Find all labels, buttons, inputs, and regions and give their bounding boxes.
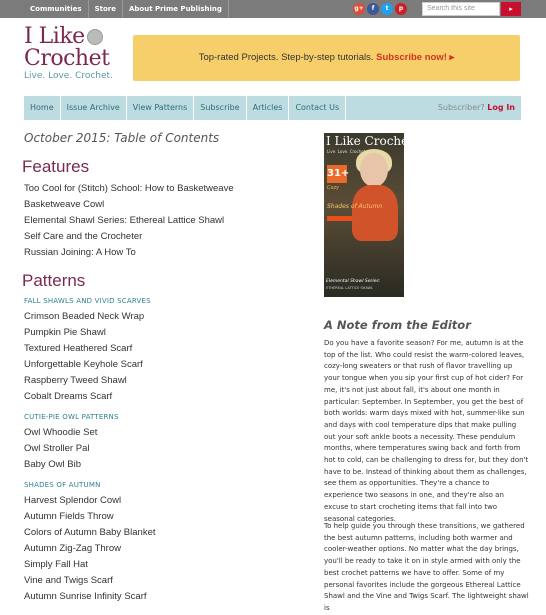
social-links: [353, 3, 407, 15]
cover-title: I Like Crochet: [326, 134, 414, 148]
pattern-group-heading: SHADES OF AUTUMN: [24, 481, 101, 489]
nav-home[interactable]: Home: [24, 96, 61, 120]
search-button[interactable]: ▸: [501, 2, 521, 16]
logo-line2: Crochet: [24, 46, 110, 71]
google-plus-icon[interactable]: g+: [353, 3, 365, 15]
pinterest-icon[interactable]: p: [395, 3, 407, 15]
pattern-group-heading: FALL SHAWLS AND VIVID SCARVES: [24, 297, 151, 305]
cover-footer: Elemental Shawl Series:: [326, 279, 381, 284]
pattern-link[interactable]: Crimson Beaded Neck Wrap: [24, 311, 145, 322]
top-nav: [24, 0, 229, 18]
banner-text: Top-rated Projects. Step-by-step tutorials.: [198, 52, 374, 63]
nav-view-patterns[interactable]: View Patterns: [127, 96, 194, 120]
cover-cozy-text: Cozy: [327, 185, 340, 191]
pattern-link[interactable]: Harvest Splendor Cowl: [24, 495, 122, 506]
nav-issue-archive[interactable]: Issue Archive: [61, 96, 127, 120]
subscriber-login: [438, 96, 515, 120]
logo-tagline: Live. Love. Crochet.: [24, 71, 113, 81]
cover-shades-text: Shades of Autumn: [327, 203, 383, 210]
feature-link[interactable]: Too Cool for (Stitch) School: How to Basketweave: [24, 183, 234, 194]
subscriber-label: Subscriber?: [437, 103, 485, 112]
pattern-link[interactable]: Colors of Autumn Baby Blanket: [24, 527, 156, 538]
top-link-communities[interactable]: Communities: [24, 0, 89, 18]
cover-footer-sub: ETHEREAL LATTICE SHAWL: [326, 286, 373, 290]
pattern-link[interactable]: Textured Heathered Scarf: [24, 343, 133, 354]
search-input[interactable]: Search this site: [422, 2, 500, 16]
site-logo[interactable]: [24, 26, 124, 81]
cover-count-badge: 31+: [327, 165, 347, 183]
pattern-link[interactable]: Owl Whoodie Set: [24, 427, 98, 438]
pattern-link[interactable]: Unforgettable Keyhole Scarf: [24, 359, 143, 370]
twitter-icon[interactable]: t: [381, 3, 393, 15]
pattern-group-heading: CUTIE-PIE OWL PATTERNS: [24, 413, 119, 421]
arrow-right-icon: ▸: [449, 52, 455, 63]
facebook-icon[interactable]: f: [367, 3, 379, 15]
pattern-link[interactable]: Simply Fall Hat: [24, 559, 88, 570]
editor-note-heading: A Note from the Editor: [324, 318, 471, 332]
pattern-link[interactable]: Raspberry Tweed Shawl: [24, 375, 127, 386]
pattern-link[interactable]: Baby Owl Bib: [24, 459, 82, 470]
editor-note-paragraph: Do you have a favorite season? For me, autumn is at the top of the list. Who could resist the warm-colored leaves, cozy-long sweaters or that rush of flavor travelling up your tongue when you sip your first cup of hot cider? For me, it's not just about fall, it's about one month in particular: September. In September, you get the best of both worlds: warm days mixed with hot, summer-like sun and days with cool temperature dips that make pulling out your soft ankle boots a necessity. These pendulum months, where temperatures swing back and forth from hot to cold, can be challenging to dress for, but they don't have to be. Instead of thinking about them as challenges, see them as opportunities. They're a chance to experience two seasons in one, and they're also an excuse to start crocheting items that fall into two seasonal categories.: [324, 339, 529, 523]
pattern-link[interactable]: Autumn Sunrise Infinity Scarf: [24, 591, 147, 602]
cover-ribbon: [327, 216, 353, 221]
main-nav: [24, 96, 521, 120]
login-link[interactable]: Log In: [487, 103, 515, 112]
logo-line1: I Like: [24, 24, 85, 49]
nav-contact-us[interactable]: Contact Us: [289, 96, 346, 120]
magazine-cover[interactable]: [324, 133, 414, 297]
pattern-link[interactable]: Autumn Fields Throw: [24, 511, 114, 522]
feature-link[interactable]: Russian Joining: A How To: [24, 247, 136, 258]
feature-link[interactable]: Elemental Shawl Series: Ethereal Lattice Shawl: [24, 215, 225, 226]
pattern-link[interactable]: Pumpkin Pie Shawl: [24, 327, 106, 338]
nav-subscribe[interactable]: Subscribe: [194, 96, 246, 120]
pattern-link[interactable]: Vine and Twigs Scarf: [24, 575, 113, 586]
cover-model-face: [360, 153, 388, 187]
subscribe-banner[interactable]: [133, 35, 520, 81]
yarn-ball-icon: [87, 29, 103, 45]
editor-note-paragraph: To help guide you through these transitions, we gathered the best autumn patterns, including both warmer and cooler-weather options. No matter what the day brings, you'll be ready to take it on in style armed with only the best crochet patterns we have to offer. Some of my personal favorites include the gorgeous Ethereal Lattice Shawl and the Vine and Twigs Scarf. The lightweight shawl is: [324, 522, 529, 612]
pattern-link[interactable]: Autumn Zig-Zag Throw: [24, 543, 121, 554]
banner-cta[interactable]: Subscribe now!: [376, 52, 447, 63]
nav-articles[interactable]: Articles: [247, 96, 290, 120]
top-bar: [0, 0, 546, 18]
toc-title: October 2015: Table of Contents: [24, 131, 220, 145]
patterns-heading: Patterns: [22, 271, 86, 290]
cover-scarf: [352, 185, 398, 241]
top-link-about[interactable]: About Prime Publishing: [123, 0, 229, 18]
pattern-link[interactable]: Cobalt Dreams Scarf: [24, 391, 113, 402]
top-link-store[interactable]: Store: [89, 0, 123, 18]
feature-link[interactable]: Basketweave Cowl: [24, 199, 105, 210]
pattern-link[interactable]: Owl Stroller Pal: [24, 443, 90, 454]
feature-link[interactable]: Self Care and the Crocheter: [24, 231, 143, 242]
cover-tagline: Live. Love. Crochet.: [327, 149, 367, 154]
features-heading: Features: [22, 157, 90, 176]
